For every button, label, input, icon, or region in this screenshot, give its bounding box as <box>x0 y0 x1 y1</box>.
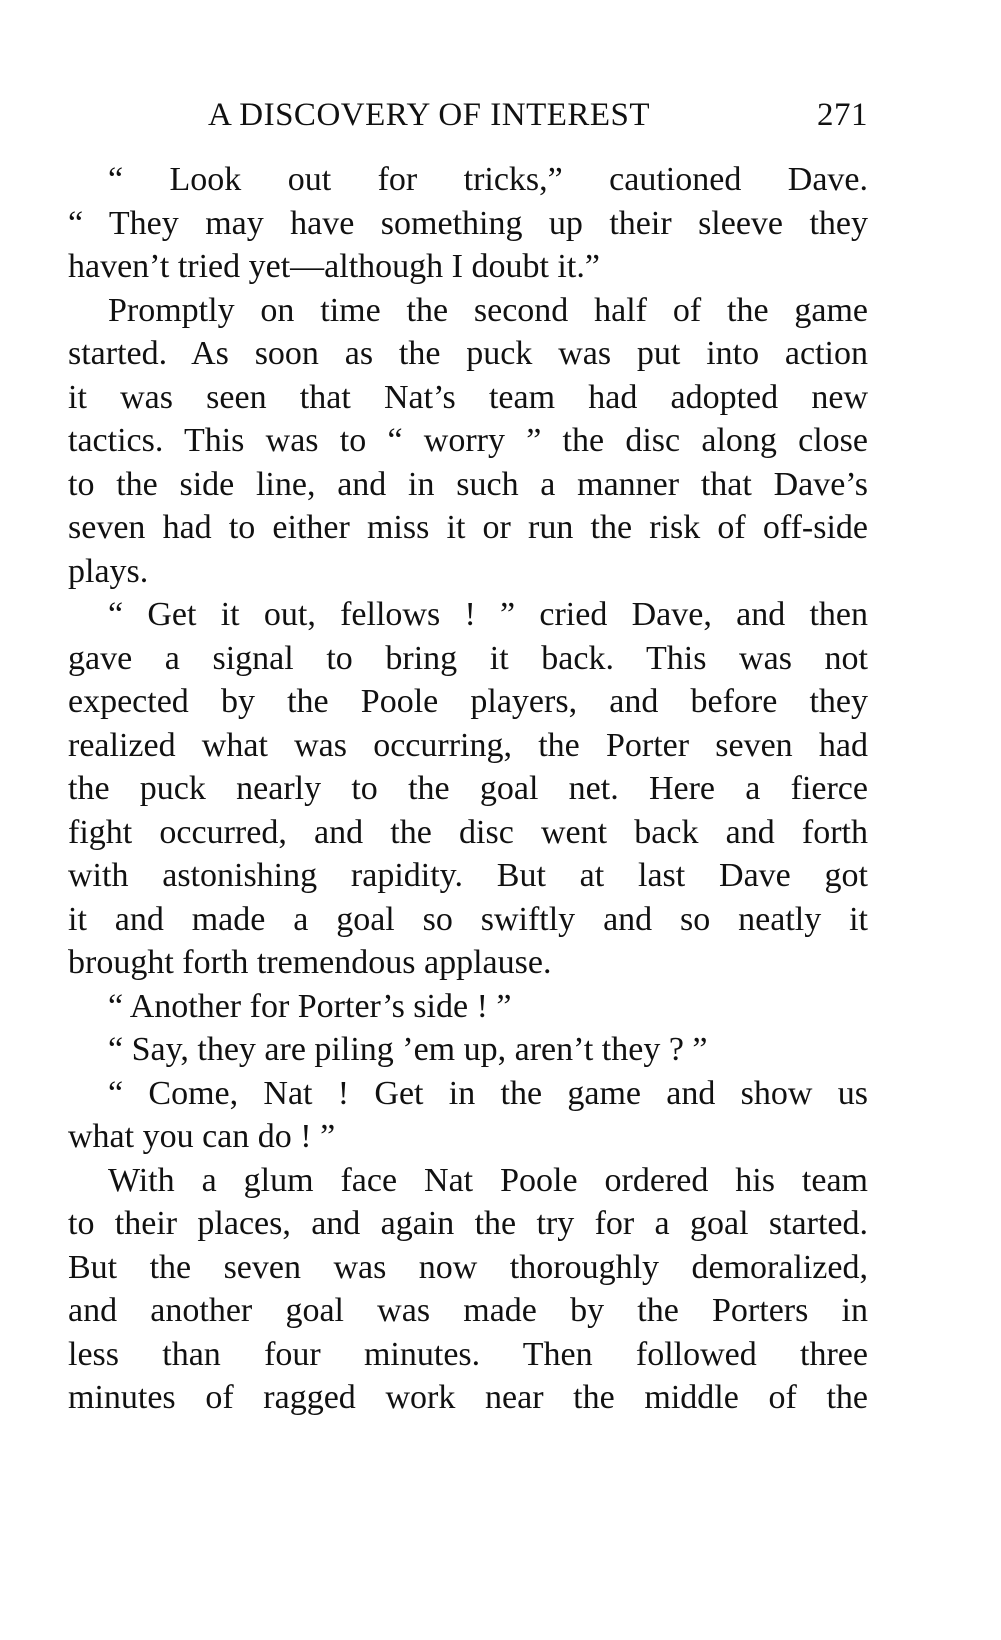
text-line: haven’t tried yet—although I doubt it.” <box>68 248 600 285</box>
text-line: tactics. This was to “ worry ” the disc along close <box>68 422 868 459</box>
text-line: plays. <box>68 552 149 590</box>
text-line: Promptly on time the second half of the game <box>108 291 868 329</box>
running-head <box>68 93 868 137</box>
text-line: expected by the Poole players, and before they <box>68 683 868 720</box>
text-line: But the seven was now thoroughly demoralized, <box>68 1248 868 1286</box>
text-line: what you can do ! ” <box>68 1118 336 1155</box>
text-line: it and made a goal so swiftly and so neatly it <box>68 900 868 938</box>
text-line: brought forth tremendous applause. <box>68 944 552 981</box>
text-line: gave a signal to bring it back. This was not <box>68 639 868 677</box>
text-line: “ Another for Porter’s side ! ” <box>108 987 512 1025</box>
text-line: with astonishing rapidity. But at last Dave got <box>68 857 868 894</box>
text-line: “ Say, they are piling ’em up, aren’t they ? ” <box>108 1031 708 1068</box>
text-line: less than four minutes. Then followed three <box>68 1335 868 1373</box>
text-line: minutes of ragged work near the middle of the <box>68 1379 868 1416</box>
text-line: started. As soon as the puck was put into action <box>68 335 868 372</box>
text-line: it was seen that Nat’s team had adopted new <box>68 378 868 416</box>
page-number: 271 <box>817 97 868 133</box>
text-line: “ Come, Nat ! Get in the game and show us <box>108 1074 868 1112</box>
text-line: With a glum face Nat Poole ordered his team <box>108 1161 868 1199</box>
text-line: the puck nearly to the goal net. Here a fierce <box>68 770 868 807</box>
text-line: realized what was occurring, the Porter seven had <box>68 726 868 764</box>
text-line: “ Look out for tricks,” cautioned Dave. <box>108 161 868 198</box>
text-line: to their places, and again the try for a goal started. <box>68 1205 868 1242</box>
text-line: and another goal was made by the Porters in <box>68 1292 868 1329</box>
text-line: to the side line, and in such a manner that Dave’s <box>68 465 868 503</box>
text-line: “ Get it out, fellows ! ” cried Dave, and then <box>108 596 868 633</box>
text-line: seven had to either miss it or run the risk of off-side <box>68 509 868 546</box>
text-line: fight occurred, and the disc went back and forth <box>68 813 868 851</box>
text-line: “ They may have something up their sleeve they <box>68 204 868 242</box>
chapter-title: A DISCOVERY OF INTEREST <box>208 97 651 133</box>
body-text <box>68 158 868 1420</box>
